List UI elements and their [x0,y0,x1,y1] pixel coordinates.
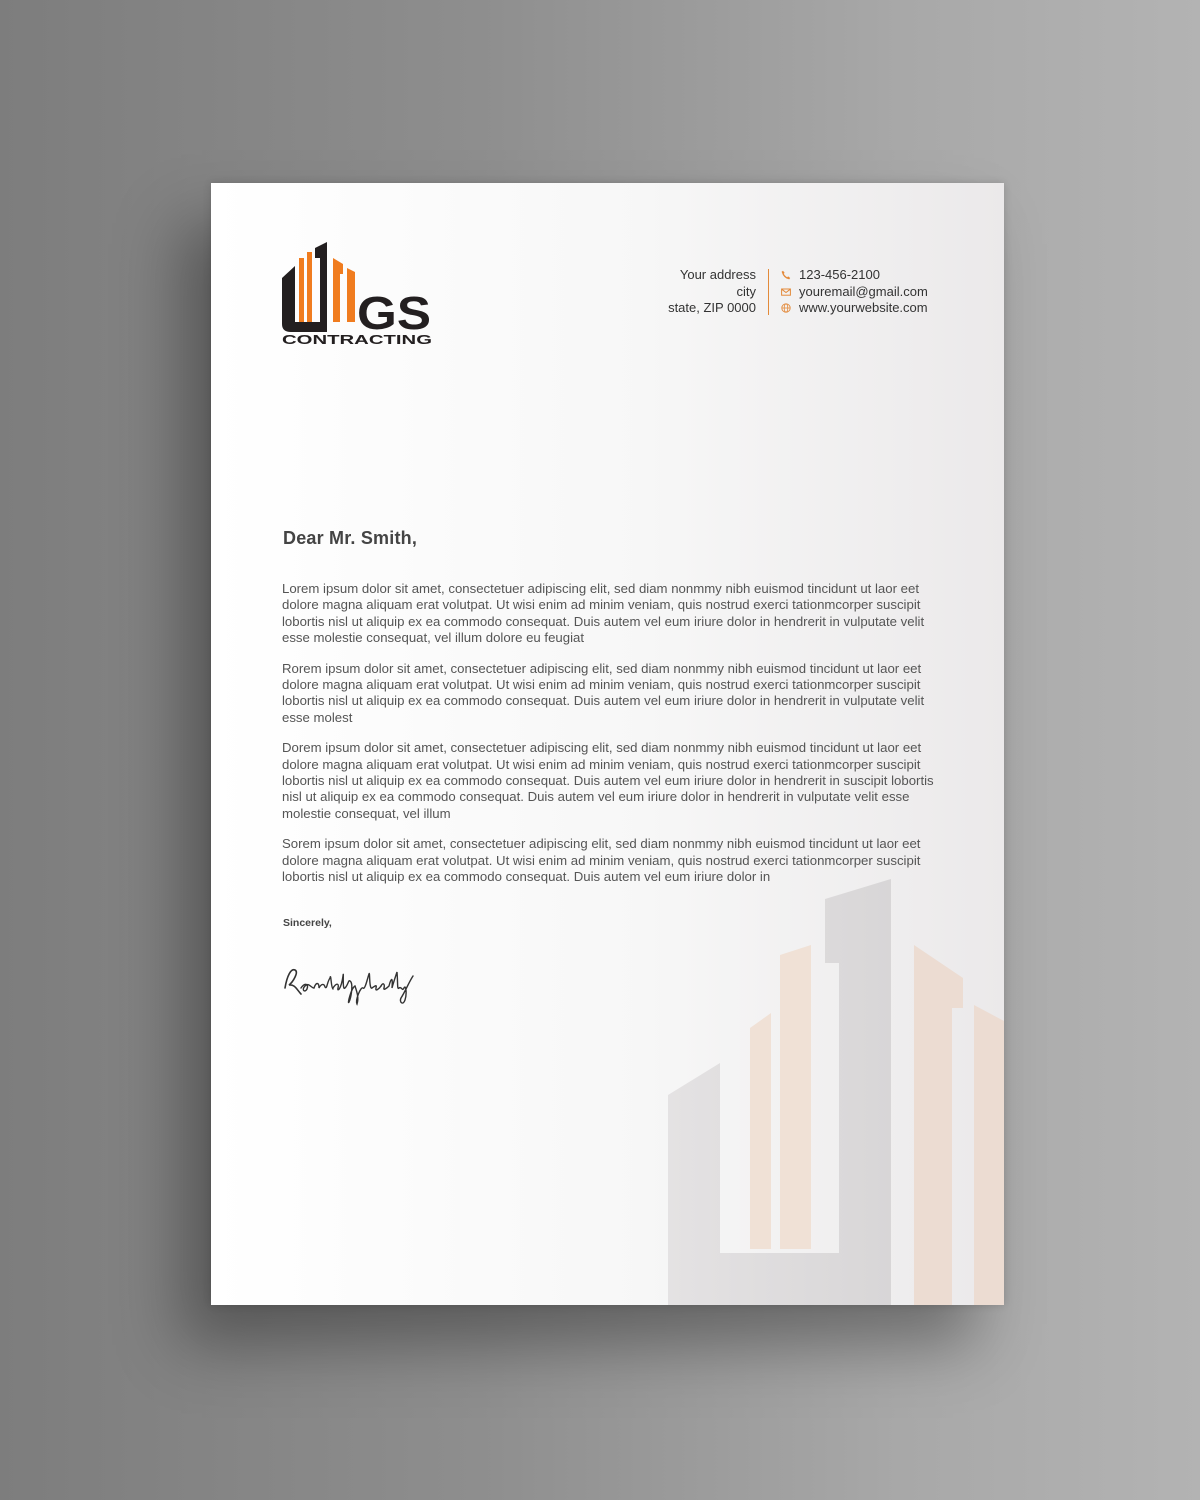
watermark-tower-3 [914,945,963,1305]
watermark-u-shape [668,879,891,1305]
body-paragraph-3: Dorem ipsum dolor sit amet, consectetuer adipiscing elit, sed diam nonmmy nibh euismod tincidunt ut laor eet dolore magna aliquam erat volutpat. Ut wisi enim ad minim veniam, quis nostrud exerci tationmcorper suscipit lobortis nisl ut aliquip ex ea commodo consequat. Duis autem vel eum iriure dolor in hendrerit in suscipit lobortis nisl ut aliquip ex ea commodo consequat. Duis autem vel eum iriure dolor in hendrerit in vulputate velit esse molestie consequat, vel illum [282,740,934,821]
mail-icon [781,287,791,297]
phone-icon [781,270,791,280]
letter-body [282,581,934,900]
contact-divider [768,269,769,315]
phone-number[interactable]: 123-456-2100 [799,267,880,282]
website-row [781,300,928,317]
globe-icon [781,303,791,313]
logo-tower-2 [307,252,312,322]
logo-tower-4 [347,268,355,322]
logo-wordmark: GS [357,287,431,339]
contact-details [781,267,928,317]
email-address[interactable]: youremail@gmail.com [799,283,928,299]
watermark-tower-1 [750,1013,771,1249]
address-block [668,267,756,317]
address-city: city [736,283,756,299]
letter-closing: Sincerely, [283,917,332,929]
email-row [781,284,928,301]
logo-tower-3 [333,258,343,322]
phone-row [781,267,928,284]
letterhead-page [211,183,1004,1305]
letter-greeting: Dear Mr. Smith, [283,528,418,548]
watermark-tower-2 [780,945,811,1249]
body-paragraph-1: Lorem ipsum dolor sit amet, consectetuer adipiscing elit, sed diam nonmmy nibh euismod tincidunt ut laor eet dolore magna aliquam erat volutpat. Ut wisi enim ad minim veniam, quis nostrud exerci tationmcorper suscipit lobortis nisl ut aliquip ex ea commodo consequat. Duis autem vel eum iriure dolor in hendrerit in vulputate velit esse molestie consequat, vel illum dolore eu feugiat [282,581,925,645]
logo-tower-1 [299,258,304,322]
website-url[interactable]: www.yourwebsite.com [799,300,928,315]
body-paragraph-4: Sorem ipsum dolor sit amet, consectetuer adipiscing elit, sed diam nonmmy nibh euismod tincidunt ut laor eet dolore magna aliquam erat volutpat. Ut wisi enim ad minim veniam, quis nostrud exerci tationmcorper suscipit lobortis nisl ut aliquip ex ea commodo consequat. Duis autem vel eum iriure dolor in [282,836,921,884]
address-state-zip: state, ZIP 0000 [668,300,756,315]
logo-u-mark [282,242,327,332]
signature-image [281,958,416,1008]
company-logo [281,238,433,346]
address-line: Your address [679,267,756,282]
body-paragraph-2: Rorem ipsum dolor sit amet, consectetuer adipiscing elit, sed diam nonmmy nibh euismod tincidunt ut laor eet dolore magna aliquam erat volutpat. Ut wisi enim ad minim veniam, quis nostrud exerci tationmcorper suscipit lobortis nisl ut aliquip ex ea commodo consequat. Duis autem vel eum iriure dolor in hendrerit in vulputate velit esse molest [282,660,925,725]
logo-tagline: CONTRACTING [282,332,432,346]
watermark-tower-4 [974,1005,1004,1305]
